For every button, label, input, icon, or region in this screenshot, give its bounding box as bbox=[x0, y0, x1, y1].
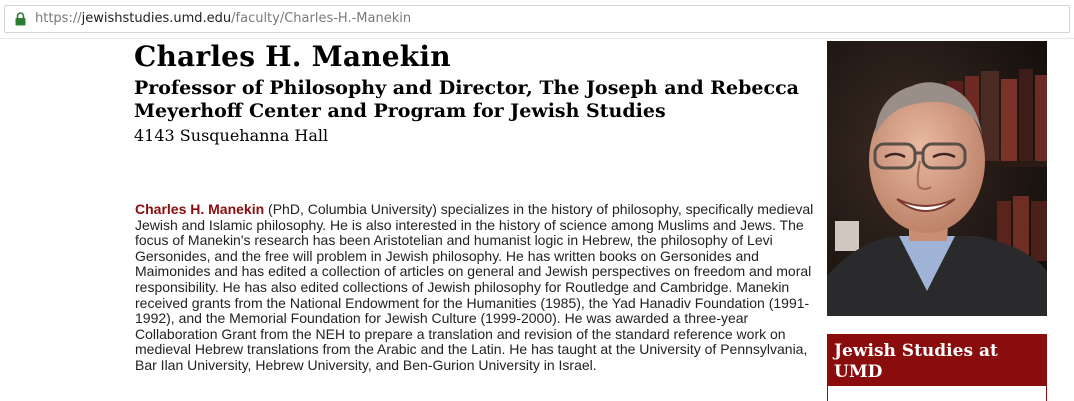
browser-address-bar[interactable] bbox=[0, 0, 1074, 37]
sidebar-heading[interactable]: Jewish Studies at UMD bbox=[828, 334, 1046, 386]
office-location: 4143 Susquehanna Hall bbox=[134, 126, 329, 145]
url-prefix: https:// bbox=[35, 11, 82, 26]
page-title: Charles H. Manekin bbox=[134, 40, 451, 73]
portrait-image bbox=[827, 41, 1047, 316]
divider bbox=[0, 38, 1074, 39]
url-text[interactable] bbox=[35, 11, 411, 26]
url-field[interactable] bbox=[4, 5, 1070, 33]
url-path: /faculty/Charles-H.-Manekin bbox=[231, 11, 412, 26]
biography bbox=[135, 202, 820, 374]
bio-text: (PhD, Columbia University) specializes in the history of philosophy, specifically medieval Jewish and Islamic philosophy. He is also interested in the history of science among Muslims and Jews. The focus of Manekin's research has been Aristotelian and humanist logic in Hebrew, the philosophy of Levi Gersonides, and the free will problem in Jewish philosophy. He has written books on Gersonides and Maimonides and has edited a collection of articles on general and Jewish perspectives on freedom and moral responsibility. He has also edited collections of Jewish philosophy for Routledge and Cambridge. Manekin received grants from the National Endowment for the Humanities (1985), the Yad Hanadiv Foundation (1991-1992), and the Memorial Foundation for Jewish Culture (1999-2000). He was awarded a three-year Collaboration Grant from the NEH to prepare a translation and revision of the standard reference work on medieval Hebrew translations from the Arabic and the Latin. He has taught at the University of Pennsylvania, Bar Ilan University, Hebrew University, and Ben-Gurion University in Israel. bbox=[135, 201, 814, 373]
url-host: jewishstudies.umd.edu bbox=[81, 11, 232, 26]
faculty-position: Professor of Philosophy and Director, The Joseph and Rebecca Meyerhoff Center and Program for Jewish Studies bbox=[134, 77, 799, 122]
lock-icon bbox=[15, 12, 26, 26]
faculty-photo bbox=[827, 41, 1047, 316]
jewish-studies-sidebar bbox=[827, 334, 1047, 401]
bio-name: Charles H. Manekin bbox=[135, 201, 265, 217]
